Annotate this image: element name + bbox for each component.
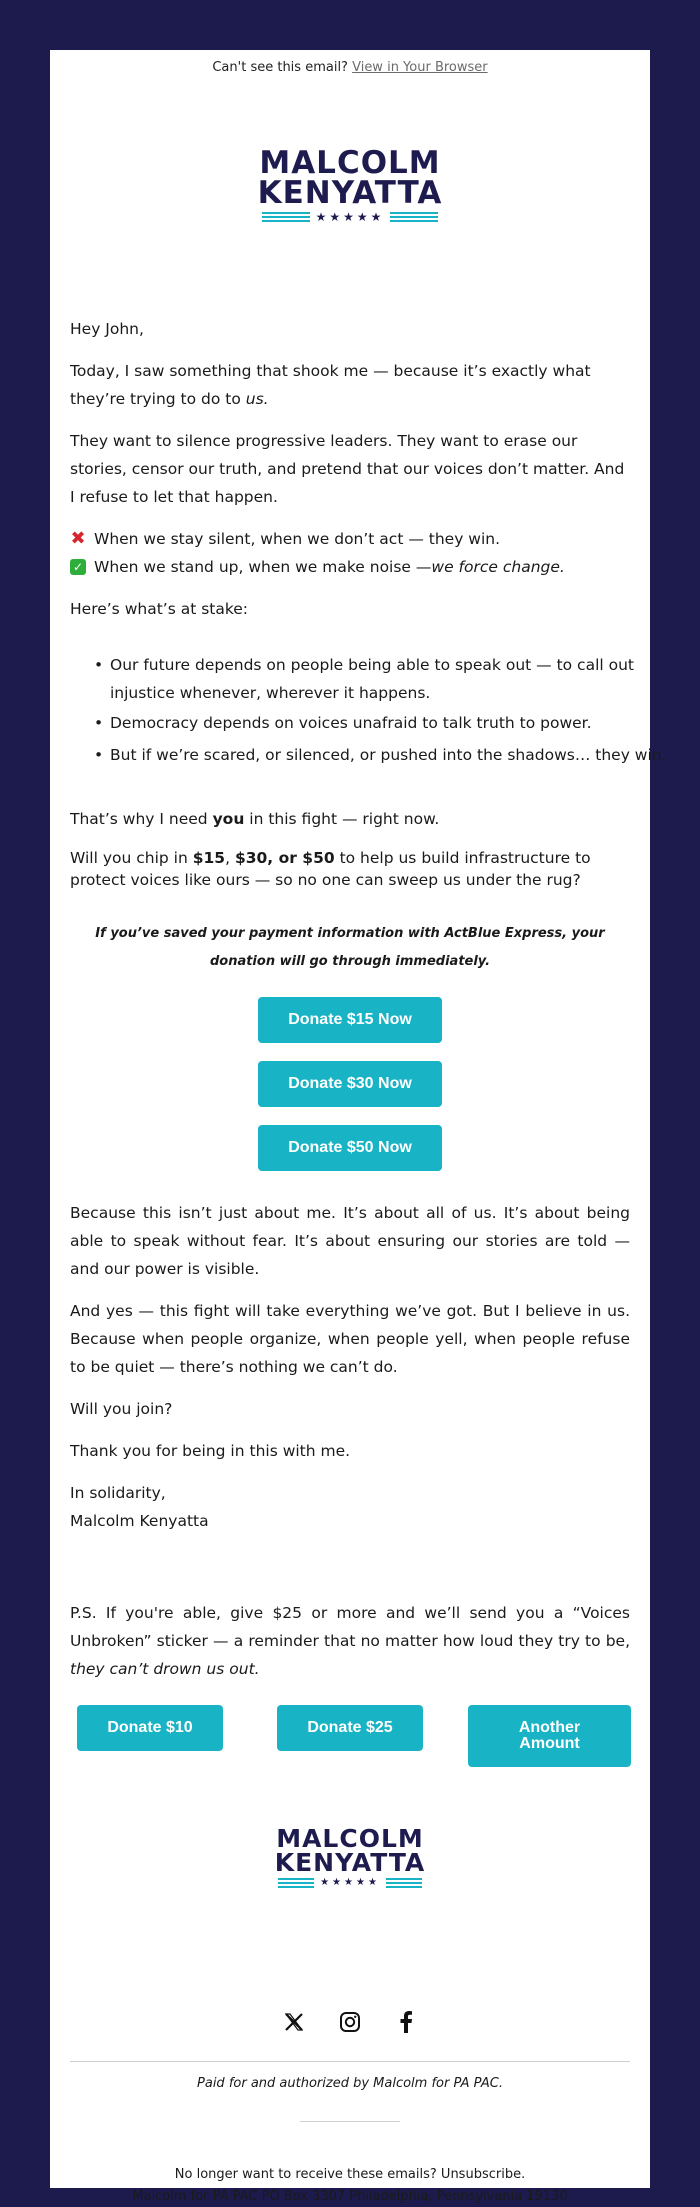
paid-for-disclaimer: Paid for and authorized by Malcolm for PA PAC. (197, 2076, 503, 2091)
chip-after: to help us build infrastructure to protect voices like ours — so no one can sweep us under the rug? (70, 849, 591, 889)
paragraph-need-you (70, 805, 630, 833)
view-in-browser-line (50, 58, 650, 78)
chip-before: Will you chip in (70, 849, 193, 867)
postscript-emphasis: they can’t drown us out. (70, 1660, 260, 1678)
greeting: Hey John, (70, 320, 144, 338)
donate-50-button[interactable]: Donate $50 Now (258, 1125, 442, 1171)
thank-you-line: Thank you for being in this with me. (70, 1442, 351, 1460)
footer-stripes-right (386, 1878, 422, 1888)
list-item: • But if we’re scared, or silenced, or pushed into the shadows… they win. (110, 745, 670, 765)
footer-logo-stars: ★★★★★ (320, 1877, 380, 1888)
campaign-logo (50, 145, 650, 224)
logo-stars-row (50, 210, 650, 224)
logo-line-1: MALCOLM (259, 145, 441, 181)
paragraph-because: Because this isn’t just about me. It’s about all of us. It’s about being able to speak without fear. It’s about ensuring our stories are told — and our power is visible. (70, 1204, 630, 1278)
email-card (50, 50, 667, 2204)
cant-see-text: Can't see this email? (212, 60, 348, 75)
donate-30-button[interactable]: Donate $30 Now (258, 1061, 442, 1107)
footer-logo (50, 1824, 650, 1888)
x-icon[interactable] (282, 2010, 306, 2034)
footer-logo-stars-row (50, 1877, 650, 1888)
chip-sep-2: , or (267, 849, 303, 867)
amount-30: $30 (234, 849, 268, 867)
paragraph-and-yes: And yes — this fight will take everything we’ve got. But I believe in us. Because when people organize, when people yell, when people refuse to be quiet — there’s nothing we can’t do. (70, 1302, 630, 1376)
line-stay-silent-text: When we stay silent, when we don’t act — they win. (94, 530, 501, 548)
need-bold: you (212, 810, 245, 828)
line-stand-up-emphasis: we force change. (431, 558, 565, 576)
cross-mark-icon: ✖ (70, 528, 86, 549)
paragraph-silence: They want to silence progressive leaders. They want to erase our stories, censor our truth, and pretend that our voices don’t matter. And I refuse to let that happen. (70, 432, 625, 506)
line-stand-up-text: When we stand up, when we make noise — (94, 558, 432, 576)
footer-divider (70, 2061, 630, 2062)
short-divider (300, 2121, 400, 2122)
stake-heading: Here’s what’s at stake: (70, 600, 249, 618)
list-item: • Democracy depends on voices unafraid to talk truth to power. (110, 709, 670, 737)
another-amount-button[interactable]: Another Amount (468, 1705, 631, 1767)
line-stand-up (70, 553, 565, 581)
paragraph-intro-emphasis: us. (245, 390, 269, 408)
paragraph-intro-text: Today, I saw something that shook me — because it’s exactly what they’re trying to do to (70, 362, 591, 408)
need-before: That’s why I need (70, 810, 213, 828)
view-in-browser-link[interactable]: View in Your Browser (352, 60, 488, 75)
line-stay-silent (70, 525, 500, 553)
footer-stripes-left (278, 1878, 314, 1888)
amount-15: $15 (192, 849, 226, 867)
paragraph-chip-in (70, 847, 630, 891)
social-links (50, 2010, 650, 2034)
instagram-icon[interactable] (338, 2010, 362, 2034)
signoff: In solidarity, (70, 1484, 166, 1502)
amount-50: $50 (302, 849, 335, 867)
chip-sep-1: , (225, 849, 235, 867)
stakes-list (70, 651, 670, 765)
logo-stripes-left (262, 212, 310, 222)
donate-10-button[interactable]: Donate $10 (77, 1705, 223, 1751)
mailing-address: Malcolm for PA PAC PO Box 3307 Philadelphia, Pennsylvania 19130 (132, 2189, 568, 2204)
need-after: in this fight — right now. (244, 810, 440, 828)
paragraph-intro (70, 357, 630, 413)
actblue-notice: If you’ve saved your payment information with ActBlue Express, your donation will go through immediately. (95, 926, 605, 969)
donate-25-button[interactable]: Donate $25 (277, 1705, 423, 1751)
signature: Malcolm Kenyatta (70, 1512, 209, 1530)
postscript (70, 1599, 630, 1683)
facebook-icon[interactable] (394, 2010, 418, 2034)
join-question: Will you join? (70, 1400, 173, 1418)
logo-stripes-right (390, 212, 438, 222)
logo-stars: ★★★★★ (315, 210, 385, 224)
check-mark-icon: ✓ (70, 559, 86, 575)
donate-15-button[interactable]: Donate $15 Now (258, 997, 442, 1043)
footer-logo-line-2: KENYATTA (274, 1848, 426, 1877)
logo-line-2: KENYATTA (257, 175, 443, 211)
unsubscribe-line[interactable]: No longer want to receive these emails? Unsubscribe. (174, 2167, 526, 2182)
footer-logo-line-1: MALCOLM (276, 1824, 424, 1853)
list-item: • Our future depends on people being able to speak out — to call out injustice whenever, wherever it happens. (110, 651, 670, 707)
postscript-text: P.S. If you're able, give $25 or more and we’ll send you a “Voices Unbroken” sticker — a reminder that no matter how loud they try to be, (70, 1604, 630, 1650)
